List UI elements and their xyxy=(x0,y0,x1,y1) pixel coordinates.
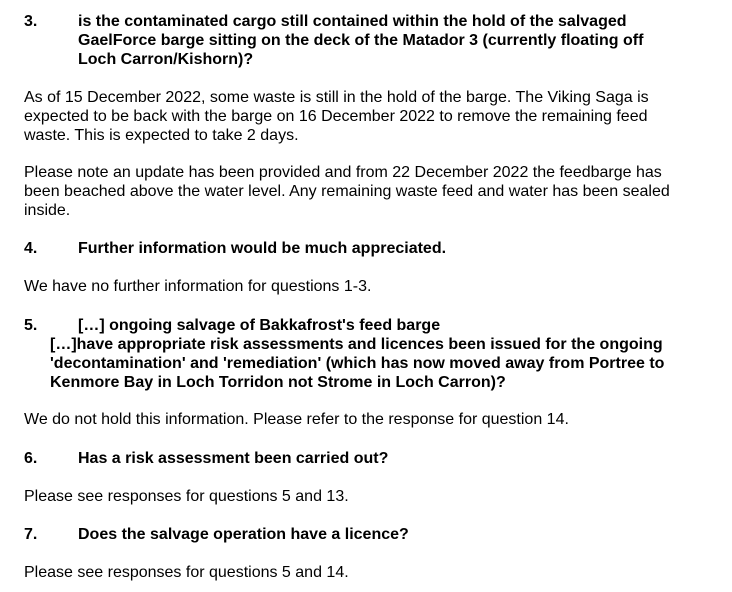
answer-line: Please note an update has been provided and from 22 December 2022 the feedbarge has xyxy=(24,164,662,181)
answer-line: Please see responses for questions 5 and 14. xyxy=(24,564,349,581)
question-line: 'decontamination' and 'remediation' (which has now moved away from Portree to xyxy=(50,355,665,372)
question-line: GaelForce barge sitting on the deck of the Matador 3 (currently floating off xyxy=(78,32,644,49)
question-line: Further information would be much appreciated. xyxy=(78,240,447,257)
question-line: is the contaminated cargo still contained within the hold of the salvaged xyxy=(78,13,627,30)
question-text xyxy=(78,525,718,544)
answer-5 xyxy=(24,410,714,429)
question-line: […]have appropriate risk assessments and licences been issued for the ongoing xyxy=(50,336,663,353)
answer-line: As of 15 December 2022, some waste is still in the hold of the barge. The Viking Saga is xyxy=(24,89,649,106)
question-number: 3. xyxy=(24,13,38,30)
question-text xyxy=(78,449,718,468)
question-number: 7. xyxy=(24,526,38,543)
question-line: Does the salvage operation have a licence? xyxy=(78,526,409,543)
answer-line: We have no further information for questions 1-3. xyxy=(24,278,372,295)
answer-7 xyxy=(24,563,714,582)
answer-line: Please see responses for questions 5 and 13. xyxy=(24,488,349,505)
question-number: 4. xyxy=(24,240,38,257)
answer-line: We do not hold this information. Please refer to the response for question 14. xyxy=(24,411,569,428)
question-line: Has a risk assessment been carried out? xyxy=(78,450,389,467)
question-text xyxy=(78,239,718,258)
answer-line: inside. xyxy=(24,202,71,219)
question-text xyxy=(78,12,718,69)
answer-4 xyxy=(24,277,714,296)
question-line: Loch Carron/Kishorn)? xyxy=(78,51,254,68)
answer-line: expected to be back with the barge on 16 December 2022 to remove the remaining feed xyxy=(24,108,648,125)
answer-6 xyxy=(24,487,714,506)
answer-3-paragraph-1 xyxy=(24,88,714,145)
question-number: 5. xyxy=(24,317,38,334)
question-line: Kenmore Bay in Loch Torridon not Strome in Loch Carron)? xyxy=(50,374,506,391)
question-text xyxy=(50,316,718,392)
answer-line: been beached above the water level. Any remaining waste feed and water has been sealed xyxy=(24,183,670,200)
answer-3-paragraph-2 xyxy=(24,163,714,220)
question-number: 6. xyxy=(24,450,38,467)
answer-line: waste. This is expected to take 2 days. xyxy=(24,127,299,144)
question-line: […] ongoing salvage of Bakkafrost's feed barge xyxy=(78,317,441,334)
